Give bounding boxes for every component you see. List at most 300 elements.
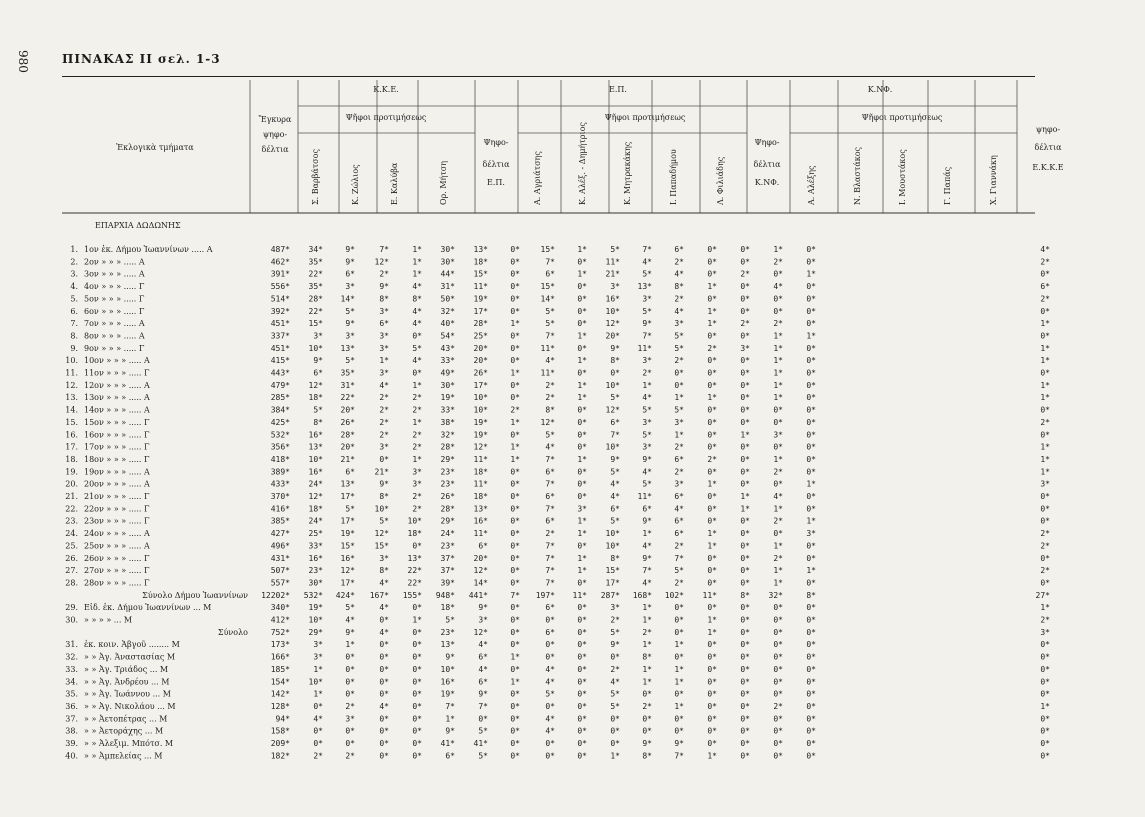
row-cell: 4* xyxy=(545,714,555,724)
row-cell: 0* xyxy=(1040,677,1050,687)
row-cell: 1* xyxy=(510,368,520,378)
row-cell: 23* xyxy=(440,541,455,551)
row-cell: 0* xyxy=(740,467,750,477)
row-cell: 9* xyxy=(642,454,652,464)
row-number: 5. xyxy=(70,294,78,304)
row-cell: 2* xyxy=(379,393,389,403)
row-cell: 7* xyxy=(545,566,555,576)
row-cell: 0* xyxy=(1040,306,1050,316)
row-cell: 31* xyxy=(440,282,455,292)
row-cell: 0* xyxy=(707,368,717,378)
row-cell: 2* xyxy=(345,701,355,711)
candidate-header: Σ. Βαρβάτσος xyxy=(311,149,320,205)
row-cell: 1* xyxy=(1040,343,1050,353)
row-cell: 0* xyxy=(1040,553,1050,563)
row-cell: 0* xyxy=(545,615,555,625)
row-cell: 13* xyxy=(473,245,488,254)
row-cell: 5* xyxy=(345,504,355,514)
row-cell: 0* xyxy=(610,739,620,748)
row-cell: 8* xyxy=(379,492,389,501)
candidate-header: Α. Αλέξης xyxy=(807,165,816,205)
row-cell: 0* xyxy=(379,739,389,748)
row-cell: 0* xyxy=(773,479,783,489)
row-cell: 6* xyxy=(478,541,488,551)
table-row xyxy=(70,344,1050,353)
row-cell: 1* xyxy=(1040,442,1050,452)
row-cell: 5* xyxy=(478,726,488,736)
row-cell: 30* xyxy=(440,245,455,254)
row-cell: 1* xyxy=(674,393,684,403)
table-row xyxy=(65,393,1050,402)
row-cell: 12* xyxy=(308,380,323,390)
table-row xyxy=(65,665,1050,674)
row-cell: 1* xyxy=(577,516,587,526)
row-cell: 0* xyxy=(510,430,520,440)
row-label: 21ον » » » ..... Γ xyxy=(84,492,150,501)
row-cell: 15* xyxy=(473,269,488,279)
row-number: 9. xyxy=(70,343,78,353)
row-cell: 0* xyxy=(674,627,684,637)
row-cell: 0* xyxy=(806,442,816,452)
row-cell: 0* xyxy=(412,627,422,637)
row-cell: 391* xyxy=(270,269,290,279)
row-cell: 496* xyxy=(270,541,290,551)
row-cell: 5* xyxy=(642,405,652,415)
table-row xyxy=(65,702,1050,711)
table-row xyxy=(65,430,1050,439)
row-cell: 441* xyxy=(468,590,488,600)
row-cell: 1* xyxy=(773,356,783,366)
row-cell: 4* xyxy=(642,257,652,267)
row-cell: 0* xyxy=(740,652,750,662)
row-cell: 0* xyxy=(510,640,520,650)
row-cell: 0* xyxy=(345,726,355,736)
row-cell: 5* xyxy=(345,306,355,316)
row-cell: 13* xyxy=(407,553,422,563)
row-cell: 16* xyxy=(340,553,355,563)
row-cell: 0* xyxy=(412,331,422,341)
row-cell: 1* xyxy=(412,417,422,427)
row-cell: 2* xyxy=(674,356,684,366)
row-cell: 3* xyxy=(379,553,389,563)
table-row xyxy=(65,492,1050,501)
row-cell: 1* xyxy=(412,615,422,625)
row-cell: 0* xyxy=(1040,368,1050,378)
row-cell: 3* xyxy=(642,417,652,427)
row-label: 5ον » » » ..... Γ xyxy=(84,294,145,304)
row-label: » » Ἀγ. Τριάδος ... Μ xyxy=(84,664,169,674)
candidate-header: Ν. Βλαστάκος xyxy=(853,146,862,205)
row-cell: 4* xyxy=(345,615,355,625)
row-number: 8. xyxy=(70,331,78,341)
row-cell: 0* xyxy=(1040,751,1050,761)
table-row xyxy=(65,467,1050,476)
row-cell: 4* xyxy=(545,726,555,736)
row-cell: 12* xyxy=(605,405,620,415)
row-cell: 1* xyxy=(707,393,717,403)
row-cell: 0* xyxy=(577,640,587,650)
row-cell: 18* xyxy=(407,529,422,539)
row-cell: 0* xyxy=(740,615,750,625)
row-cell: 12* xyxy=(374,529,389,539)
row-cell: 1* xyxy=(806,479,816,489)
table-body xyxy=(65,245,1050,760)
row-cell: 6* xyxy=(379,319,389,329)
row-cell: 1* xyxy=(642,664,652,674)
row-cell: 0* xyxy=(313,726,323,736)
row-cell: 0* xyxy=(806,627,816,637)
table-row xyxy=(65,381,1050,390)
row-cell: 1* xyxy=(707,529,717,539)
party-ep-name: Ε.Π. xyxy=(609,85,627,94)
row-cell: 22* xyxy=(340,393,355,403)
table-row xyxy=(142,591,1050,600)
row-cell: 0* xyxy=(510,541,520,551)
row-number: 13. xyxy=(65,393,78,403)
row-label: 19ον » » » ..... Α xyxy=(84,467,150,477)
row-cell: 3* xyxy=(478,615,488,625)
row-cell: 2* xyxy=(379,405,389,415)
table-row xyxy=(65,640,1050,649)
row-cell: 14* xyxy=(340,294,355,304)
row-cell: 0* xyxy=(740,442,750,452)
row-cell: 5* xyxy=(345,356,355,366)
row-label: 20ον » » » ..... Α xyxy=(84,479,150,489)
row-cell: 5* xyxy=(445,615,455,625)
row-cell: 0* xyxy=(510,689,520,699)
row-cell: 0* xyxy=(740,245,750,254)
row-cell: 0* xyxy=(740,393,750,403)
candidate-header: Γ. Παπάς xyxy=(943,166,952,205)
row-cell: 4* xyxy=(478,664,488,674)
row-cell: 1* xyxy=(412,257,422,267)
row-cell: 0* xyxy=(806,405,816,415)
row-cell: 2* xyxy=(740,269,750,279)
row-cell: 3* xyxy=(642,356,652,366)
row-cell: 7* xyxy=(379,245,389,254)
table-row xyxy=(65,504,1050,513)
row-label: 16ον » » » ..... Γ xyxy=(84,430,150,440)
table-row xyxy=(218,628,1050,637)
row-cell: 0* xyxy=(806,380,816,390)
row-cell: 1* xyxy=(510,454,520,464)
row-cell: 4* xyxy=(674,504,684,514)
row-cell: 0* xyxy=(610,714,620,724)
row-cell: 15* xyxy=(374,541,389,551)
row-cell: 0* xyxy=(1040,492,1050,501)
row-cell: 1* xyxy=(577,245,587,254)
row-cell: 0* xyxy=(379,751,389,761)
row-cell: 0* xyxy=(740,553,750,563)
row-cell: 25* xyxy=(473,331,488,341)
row-cell: 1* xyxy=(1040,380,1050,390)
row-cell: 0* xyxy=(510,269,520,279)
row-label: 28ον » » » ..... Γ xyxy=(84,578,150,588)
row-cell: 22* xyxy=(407,578,422,588)
row-cell: 29* xyxy=(440,454,455,464)
row-cell: 0* xyxy=(740,689,750,699)
row-cell: 451* xyxy=(270,319,290,329)
row-cell: 9* xyxy=(445,726,455,736)
candidate-header: Ι. Μουστάκος xyxy=(898,149,907,205)
row-cell: 7* xyxy=(642,331,652,341)
row-cell: 2* xyxy=(610,615,620,625)
row-cell: 3* xyxy=(610,603,620,613)
row-cell: 12* xyxy=(340,566,355,576)
row-cell: 0* xyxy=(577,405,587,415)
row-cell: 2* xyxy=(545,393,555,403)
row-label: Εἰδ. ἐκ. Δήμου Ἰωαννίνων ... Μ xyxy=(84,603,212,613)
row-number: 14. xyxy=(65,405,78,415)
row-cell: 0* xyxy=(740,331,750,341)
row-cell: 0* xyxy=(773,714,783,724)
row-cell: 0* xyxy=(577,701,587,711)
row-cell: 0* xyxy=(510,245,520,254)
row-cell: 8* xyxy=(642,751,652,761)
row-cell: 0* xyxy=(806,603,816,613)
table-row xyxy=(65,554,1050,563)
row-cell: 12* xyxy=(473,442,488,452)
row-cell: 1* xyxy=(510,652,520,662)
row-cell: 19* xyxy=(473,294,488,304)
row-cell: 1* xyxy=(412,269,422,279)
row-cell: 13* xyxy=(340,343,355,353)
row-cell: 0* xyxy=(610,652,620,662)
table-row xyxy=(65,480,1050,489)
party-knf-ballots xyxy=(754,138,782,187)
table-row xyxy=(70,245,1050,254)
row-cell: 20* xyxy=(473,343,488,353)
row-cell: 19* xyxy=(340,529,355,539)
row-cell: 39* xyxy=(440,578,455,588)
row-cell: 0* xyxy=(740,640,750,650)
row-cell: 6* xyxy=(674,492,684,501)
row-number: 34. xyxy=(65,677,78,687)
row-cell: 0* xyxy=(806,701,816,711)
svg-text:ψηφο-: ψηφο- xyxy=(262,130,288,139)
row-cell: 12202* xyxy=(261,590,290,600)
row-number: 17. xyxy=(65,442,78,452)
row-cell: 0* xyxy=(478,714,488,724)
row-cell: 6* xyxy=(478,677,488,687)
row-cell: 0* xyxy=(577,479,587,489)
row-cell: 4* xyxy=(674,306,684,316)
row-cell: 11* xyxy=(473,282,488,292)
row-cell: 54* xyxy=(440,331,455,341)
row-cell: 9* xyxy=(478,689,488,699)
row-cell: 28* xyxy=(440,504,455,514)
row-cell: 128* xyxy=(270,701,290,711)
row-cell: 2* xyxy=(674,257,684,267)
row-number: 31. xyxy=(65,640,78,650)
row-number: 2. xyxy=(70,257,78,267)
row-cell: 4* xyxy=(412,319,422,329)
row-cell: 0* xyxy=(345,739,355,748)
svg-text:Ψηφο-: Ψηφο- xyxy=(754,138,780,147)
row-cell: 4* xyxy=(412,282,422,292)
row-cell: 7* xyxy=(545,331,555,341)
row-cell: 1* xyxy=(740,504,750,514)
row-number: 25. xyxy=(65,541,78,551)
row-cell: 1* xyxy=(577,393,587,403)
row-cell: 479* xyxy=(270,380,290,390)
row-cell: 0* xyxy=(510,257,520,267)
row-cell: 0* xyxy=(806,467,816,477)
row-cell: 9* xyxy=(445,652,455,662)
row-number: 22. xyxy=(65,504,78,514)
row-label: 8ον » » » ..... Α xyxy=(84,331,145,341)
row-cell: 0* xyxy=(806,306,816,316)
row-cell: 28* xyxy=(473,319,488,329)
row-cell: 158* xyxy=(270,726,290,736)
row-cell: 0* xyxy=(510,529,520,539)
valid-votes-header xyxy=(259,115,292,154)
row-cell: 0* xyxy=(1040,405,1050,415)
svg-text:δέλτια: δέλτια xyxy=(1034,143,1062,152)
row-cell: 6* xyxy=(545,269,555,279)
row-number: 28. xyxy=(65,578,78,588)
row-cell: 10* xyxy=(473,393,488,403)
row-label: 14ον » » » ..... Α xyxy=(84,405,150,415)
row-cell: 0* xyxy=(806,282,816,292)
row-cell: 1* xyxy=(806,516,816,526)
row-cell: 5* xyxy=(674,566,684,576)
row-cell: 182* xyxy=(270,751,290,761)
row-cell: 10* xyxy=(308,454,323,464)
row-label: 27ον » » » ..... Γ xyxy=(84,566,150,576)
row-number: 4. xyxy=(70,282,78,292)
row-cell: 0* xyxy=(773,442,783,452)
row-cell: 0* xyxy=(412,368,422,378)
row-cell: 2* xyxy=(412,504,422,514)
row-cell: 5* xyxy=(642,479,652,489)
row-cell: 3* xyxy=(379,368,389,378)
row-cell: 4* xyxy=(412,356,422,366)
row-cell: 752* xyxy=(270,627,290,637)
row-cell: 1* xyxy=(773,343,783,353)
row-cell: 0* xyxy=(740,566,750,576)
row-cell: 8* xyxy=(740,590,750,600)
row-cell: 3* xyxy=(1040,627,1050,637)
row-label: Σύνολο Δήμου Ἰωαννίνων xyxy=(142,590,248,600)
row-cell: 1* xyxy=(510,319,520,329)
row-cell: 0* xyxy=(577,430,587,440)
row-cell: 427* xyxy=(270,529,290,539)
row-cell: 33* xyxy=(308,541,323,551)
party-knf-pref: Ψῆφοι προτιμήσεως xyxy=(861,113,943,122)
row-cell: 0* xyxy=(510,467,520,477)
row-cell: 1* xyxy=(806,566,816,576)
row-cell: 0* xyxy=(707,739,717,748)
row-cell: 1* xyxy=(674,640,684,650)
row-cell: 0* xyxy=(707,467,717,477)
row-label: » » Ἀλεξιμ. Μπότσ. Μ xyxy=(84,739,174,748)
row-cell: 3* xyxy=(674,417,684,427)
row-cell: 0* xyxy=(707,356,717,366)
row-cell: 16* xyxy=(308,553,323,563)
row-cell: 21* xyxy=(605,269,620,279)
row-number: 33. xyxy=(65,664,78,674)
row-cell: 22* xyxy=(308,269,323,279)
row-cell: 3* xyxy=(345,282,355,292)
row-cell: 29* xyxy=(440,516,455,526)
row-cell: 0* xyxy=(806,257,816,267)
row-cell: 9* xyxy=(610,640,620,650)
row-cell: 0* xyxy=(806,726,816,736)
row-cell: 0* xyxy=(577,343,587,353)
row-cell: 2* xyxy=(773,553,783,563)
row-cell: 0* xyxy=(545,640,555,650)
row-cell: 0* xyxy=(740,356,750,366)
row-cell: 0* xyxy=(707,417,717,427)
row-cell: 10* xyxy=(605,442,620,452)
row-cell: 2* xyxy=(412,393,422,403)
row-cell: 1* xyxy=(577,566,587,576)
row-cell: 1* xyxy=(412,454,422,464)
row-label: » » Ἀετοράχης ... Μ xyxy=(84,726,164,736)
row-cell: 0* xyxy=(806,504,816,514)
row-cell: 4* xyxy=(379,380,389,390)
row-cell: 0* xyxy=(1040,504,1050,514)
row-cell: 0* xyxy=(740,701,750,711)
row-cell: 23* xyxy=(440,467,455,477)
row-cell: 1* xyxy=(510,417,520,427)
row-cell: 0* xyxy=(510,306,520,316)
row-cell: 0* xyxy=(773,603,783,613)
row-cell: 7* xyxy=(478,701,488,711)
row-cell: 34* xyxy=(308,245,323,254)
row-cell: 155* xyxy=(402,590,422,600)
row-cell: 0* xyxy=(510,479,520,489)
row-cell: 28* xyxy=(308,294,323,304)
row-cell: 3* xyxy=(642,294,652,304)
row-cell: 0* xyxy=(577,417,587,427)
row-cell: 0* xyxy=(577,739,587,748)
row-cell: 0* xyxy=(610,726,620,736)
row-cell: 0* xyxy=(379,615,389,625)
row-cell: 0* xyxy=(412,751,422,761)
row-cell: 7* xyxy=(642,566,652,576)
row-cell: 0* xyxy=(707,603,717,613)
row-label: 7ον » » » ..... Α xyxy=(84,319,145,329)
row-cell: 3* xyxy=(773,430,783,440)
row-cell: 532* xyxy=(270,430,290,440)
row-cell: 0* xyxy=(379,454,389,464)
row-cell: 25* xyxy=(308,529,323,539)
row-cell: 0* xyxy=(773,751,783,761)
row-cell: 18* xyxy=(473,467,488,477)
row-cell: 1* xyxy=(642,615,652,625)
row-cell: 167* xyxy=(369,590,389,600)
row-cell: 9* xyxy=(313,356,323,366)
row-cell: 0* xyxy=(674,726,684,736)
row-cell: 0* xyxy=(674,380,684,390)
svg-text:Κ.ΝΦ.: Κ.ΝΦ. xyxy=(754,178,780,187)
row-cell: 37* xyxy=(440,553,455,563)
row-cell: 29* xyxy=(308,627,323,637)
row-cell: 1* xyxy=(773,541,783,551)
row-cell: 3* xyxy=(313,640,323,650)
row-cell: 0* xyxy=(642,714,652,724)
row-cell: 7* xyxy=(545,553,555,563)
row-cell: 532* xyxy=(303,590,323,600)
row-label: » » Ἀγ. Ἀνδρέου ... Μ xyxy=(84,677,170,687)
row-cell: 389* xyxy=(270,467,290,477)
row-cell: 4* xyxy=(674,269,684,279)
row-number: 7. xyxy=(70,319,78,329)
row-cell: 2* xyxy=(1040,566,1050,576)
row-cell: 2* xyxy=(412,430,422,440)
